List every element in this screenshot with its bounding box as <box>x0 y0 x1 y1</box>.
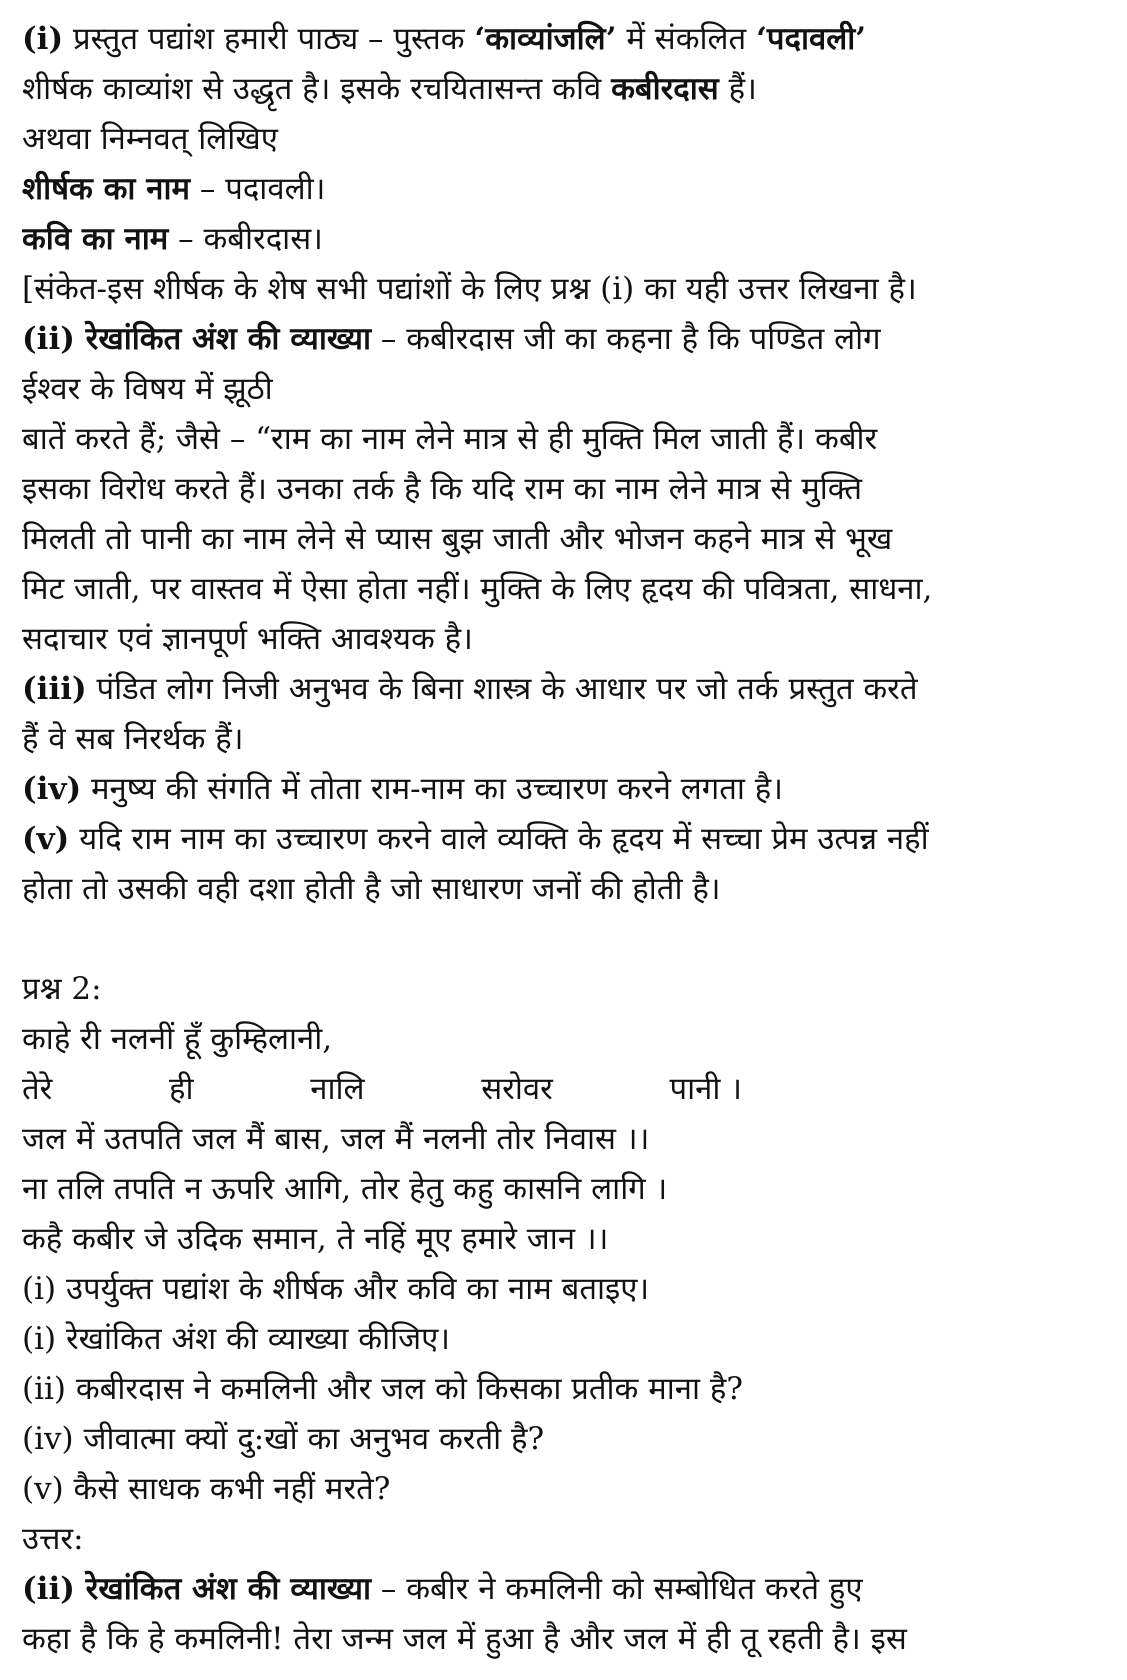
verse-word: तेरे <box>22 1071 53 1107</box>
verse-line: जल में उतपति जल मैं बास, जल मैं नलनी तोर निवास ।। <box>22 1121 650 1157</box>
answer-i-line-2 <box>22 64 1103 114</box>
answer-i-label: (i) <box>22 21 64 57</box>
answer-v-line-1 <box>22 814 1103 864</box>
answer-i-alt: अथवा निम्नवत् लिखिए <box>22 121 278 157</box>
verse-word: पानी । <box>669 1071 742 1107</box>
poet-value: – कबीरदास। <box>168 221 323 257</box>
poet-name: कबीरदास <box>611 71 719 107</box>
poet-label: कवि का नाम <box>22 221 169 257</box>
answer-v-label: (v) <box>22 821 70 857</box>
answer-iv-text: मनुष्य की संगति में तोता राम-नाम का उच्चारण करने लगता है। <box>81 771 784 807</box>
answer-iii-label: (iii) <box>22 671 87 707</box>
verse-line: ना तलि तपति न ऊपरि आगि, तोर हेतु कहु कासनि लागि । <box>22 1171 668 1207</box>
answer-i-line-1 <box>22 14 1103 64</box>
verse-line: कहै कबीर जे उदिक समान, ते नहिं मूए हमारे जान ।। <box>22 1221 609 1257</box>
answer-v-text: यदि राम नाम का उच्चारण करने वाले व्यक्ति के हृदय में सच्चा प्रेम उत्पन्न नहीं <box>69 821 929 857</box>
chapter-name: ‘पदावली’ <box>756 21 867 57</box>
answer-iii-line-1 <box>22 664 1103 714</box>
answer-ii-line: मिलती तो पानी का नाम लेने से प्यास बुझ जाती और भोजन कहने मात्र से भूख <box>22 521 893 557</box>
answer-ii-line: ईश्वर के विषय में झूठी <box>22 371 273 407</box>
sub-question: (i) रेखांकित अंश की व्याख्या कीजिए। <box>22 1321 451 1357</box>
sub-question: (v) कैसे साधक कभी नहीं मरते? <box>22 1471 391 1507</box>
answer-ii-line: सदाचार एवं ज्ञानपूर्ण भक्ति आवश्यक है। <box>22 621 473 657</box>
answer-ii-line-1 <box>22 314 1103 364</box>
answer-ii-line: मिट जाती, पर वास्तव में ऐसा होता नहीं। मुक्ति के लिए हृदय की पवित्रता, साधना, <box>22 571 933 607</box>
q2-answer-ii-label: (ii) रेखांकित अंश की व्याख्या <box>22 1571 371 1607</box>
title-label: शीर्षक का नाम <box>22 171 191 207</box>
q2-answer-ii-line-2: कहा है कि हे कमलिनी! तेरा जन्म जल में हुआ है और जल में ही तू रहती है। इस <box>22 1621 907 1657</box>
answer-i-text-1: प्रस्तुत पद्यांश हमारी पाठ्य – पुस्तक <box>63 21 475 57</box>
question-2-heading: प्रश्न 2: <box>22 971 102 1007</box>
spacer <box>22 914 1103 964</box>
answer-ii-text: – कबीरदास जी का कहना है कि पण्डित लोग <box>371 321 881 357</box>
answer-ii-label: (ii) रेखांकित अंश की व्याख्या <box>22 321 371 357</box>
sub-question: (i) उपर्युक्त पद्यांश के शीर्षक और कवि का नाम बताइए। <box>22 1271 650 1307</box>
verse-line-spread <box>22 1064 742 1114</box>
title-line <box>22 164 1103 214</box>
note-line: [संकेत-इस शीर्षक के शेष सभी पद्यांशों के लिए प्रश्न (i) का यही उत्तर लिखना है। <box>22 271 917 307</box>
sub-question: (iv) जीवात्मा क्यों दु:खों का अनुभव करती है? <box>22 1421 545 1457</box>
q2-answer-ii-line-1 <box>22 1564 1103 1614</box>
answer-iv-line <box>22 764 1103 814</box>
verse-line: काहे री नलनीं हूँ कुम्हिलानी, <box>22 1021 333 1057</box>
sub-question: (ii) कबीरदास ने कमलिनी और जल को किसका प्रतीक माना है? <box>22 1371 743 1407</box>
answer-i-text-2: में संकलित <box>616 21 757 57</box>
answer-v-line-2: होता तो उसकी वही दशा होती है जो साधारण जनों की होती है। <box>22 871 721 907</box>
verse-word: सरोवर <box>481 1071 553 1107</box>
q2-answer-ii-text: – कबीर ने कमलिनी को सम्बोधित करते हुए <box>371 1571 863 1607</box>
answer-i-text-4: हैं। <box>718 71 757 107</box>
answer-iii-line-2: हैं वे सब निरर्थक हैं। <box>22 721 244 757</box>
title-value: – पदावली। <box>190 171 326 207</box>
verse-word: नालि <box>310 1071 365 1107</box>
answer-iii-text: पंडित लोग निजी अनुभव के बिना शास्त्र के आधार पर जो तर्क प्रस्तुत करते <box>86 671 918 707</box>
verse-word: ही <box>169 1071 194 1107</box>
answer-heading: उत्तर: <box>22 1521 84 1557</box>
answer-i-text-3: शीर्षक काव्यांश से उद्धृत है। इसके रचयितासन्त कवि <box>22 71 612 107</box>
book-name: ‘काव्यांजलि’ <box>474 21 617 57</box>
answer-iv-label: (iv) <box>22 771 82 807</box>
answer-ii-line: इसका विरोध करते हैं। उनका तर्क है कि यदि राम का नाम लेने मात्र से मुक्ति <box>22 471 863 507</box>
poet-line <box>22 214 1103 264</box>
answer-ii-line: बातें करते हैं; जैसे – “राम का नाम लेने मात्र से ही मुक्ति मिल जाती हैं। कबीर <box>22 421 878 457</box>
